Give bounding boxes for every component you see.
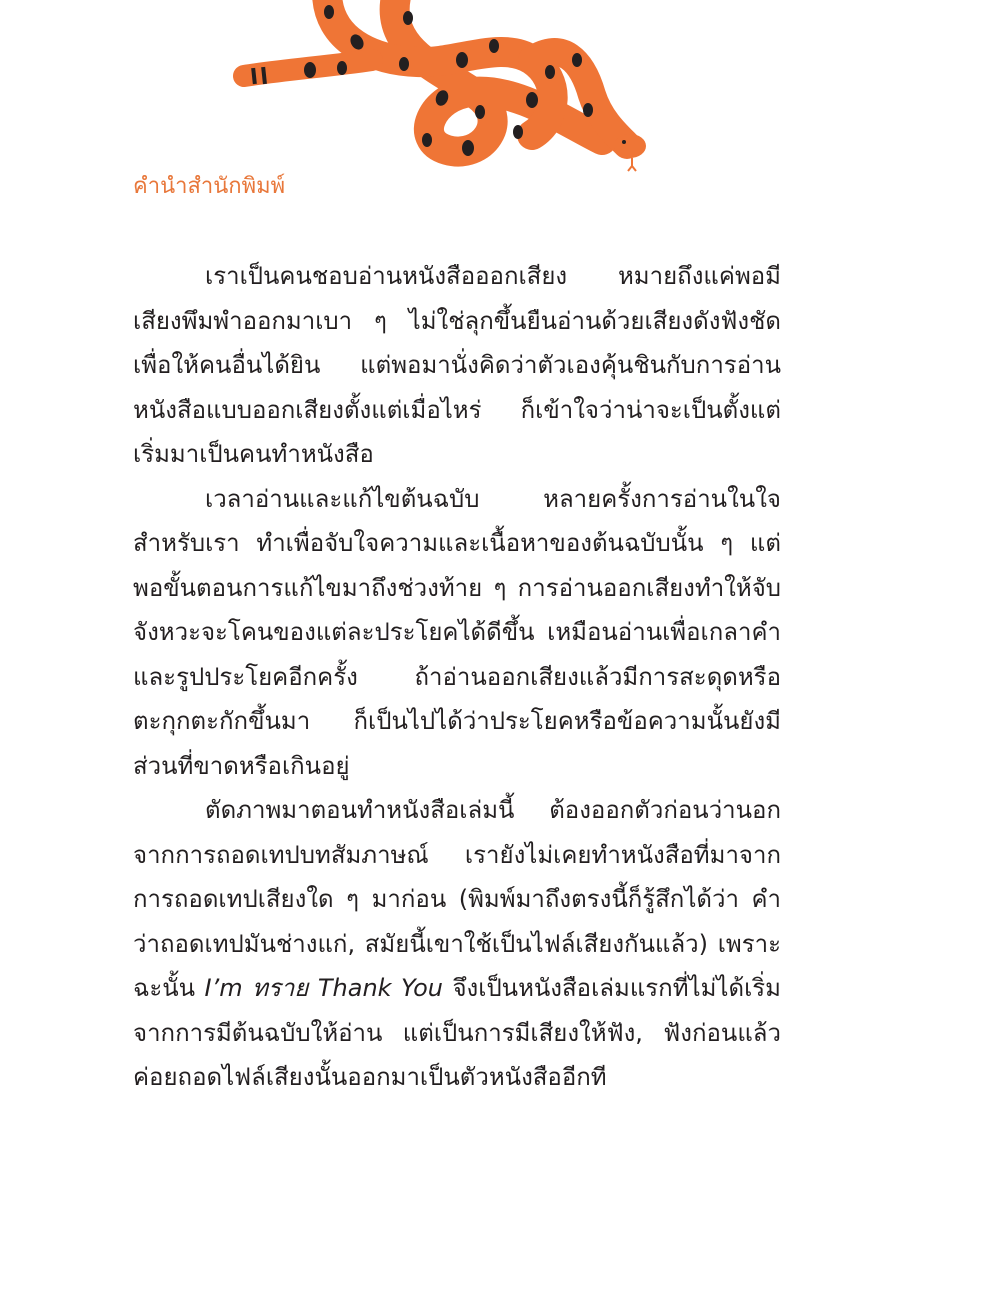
snake-spot <box>422 133 432 147</box>
paragraph-3 <box>133 788 781 1100</box>
snake-spot <box>583 103 593 117</box>
snake-spot <box>403 11 413 25</box>
snake-spot <box>304 62 316 78</box>
snake-spot <box>572 53 582 67</box>
paragraph-3-after: จึงเป็นหนังสือเล่มแรกที่ไม่ได้เริ่มจากการมีต้นฉบับให้อ่าน แต่เป็นการมีเสียงให้ฟัง, ฟังก่อนแล้วค่อยถอดไฟล์เสียงนั้นออกมาเป็นตัวหนังสืออีกที <box>133 974 781 1091</box>
snake-illustration <box>232 0 652 180</box>
snake-spot <box>462 140 474 156</box>
snake-eye <box>622 140 626 144</box>
paragraph-3-before: ตัดภาพมาตอนทำหนังสือเล่มนี้ ต้องออกตัวก่อนว่านอกจากการถอดเทปบทสัมภาษณ์ เรายังไม่เคยทำหนังสือที่มาจากการถอดเทปเสียงใด ๆ มาก่อน (พิมพ์มาถึงตรงนี้ก็รู้สึกได้ว่า คำว่าถอดเทปมันช่างแก่, สมัยนี้เขาใช้เป็นไฟล์เสียงกันแล้ว) เพราะฉะนั้น <box>133 796 781 1002</box>
preface-body <box>133 254 781 1100</box>
paragraph-2: เวลาอ่านและแก้ไขต้นฉบับ หลายครั้งการอ่านในใจสำหรับเรา ทำเพื่อจับใจความและเนื้อหาของต้นฉบับนั้น ๆ แต่พอขั้นตอนการแก้ไขมาถึงช่วงท้าย ๆ การอ่านออกเสียงทำให้จับจังหวะจะโคนของแต่ละประโยคได้ดีขึ้น เหมือนอ่านเพื่อเกลาคำและรูปประโยคอีกครั้ง ถ้าอ่านออกเสียงแล้วมีการสะดุดหรือตะกุกตะกักขึ้นมา ก็เป็นไปได้ว่าประโยคหรือข้อความนั้นยังมีส่วนที่ขาดหรือเกินอยู่ <box>133 484 781 780</box>
snake-spot <box>475 105 485 119</box>
snake-spot <box>489 39 499 53</box>
paragraph-1: เราเป็นคนชอบอ่านหนังสือออกเสียง หมายถึงแค่พอมีเสียงพึมพำออกมาเบา ๆ ไม่ใช่ลุกขึ้นยืนอ่านด้วยเสียงดังฟังชัดเพื่อให้คนอื่นได้ยิน แต่พอมานั่งคิดว่าตัวเองคุ้นชินกับการอ่านหนังสือแบบออกเสียงตั้งแต่เมื่อไหร่ ก็เข้าใจว่าน่าจะเป็นตั้งแต่เริ่มมาเป็นคนทำหนังสือ <box>133 262 781 468</box>
snake-spot <box>337 61 347 75</box>
snake-spot <box>324 5 334 19</box>
snake-spot <box>526 92 538 108</box>
snake-spot <box>399 57 409 71</box>
book-title: I’m ทราย Thank You <box>204 974 443 1002</box>
snake-head <box>614 134 646 158</box>
snake-spot <box>513 125 523 139</box>
snake-spot <box>456 52 468 68</box>
section-title: คำนำสำนักพิมพ์ <box>133 174 286 199</box>
snake-spot <box>545 65 555 79</box>
snake-tongue <box>628 158 636 171</box>
